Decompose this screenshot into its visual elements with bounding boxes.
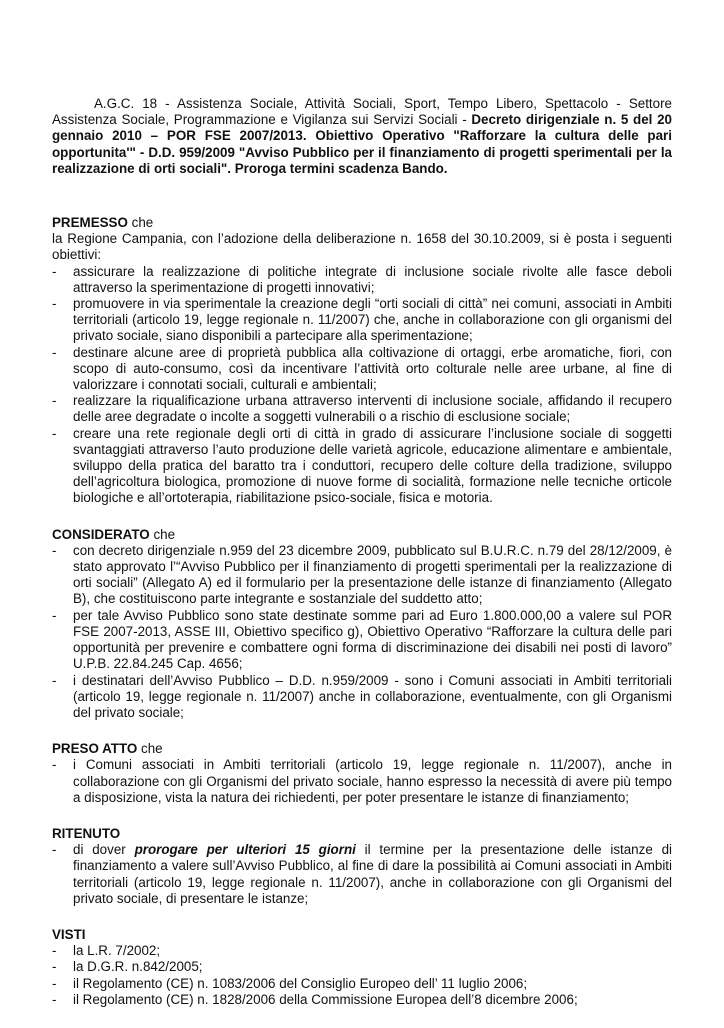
list-item: - la L.R. 7/2002;	[52, 943, 672, 959]
list-item: - con decreto dirigenziale n.959 del 23 dicembre 2009, pubblicato sul B.U.R.C. n.79 del 28/12/2009, è stato approvato l’“Avviso Pubblico per il finanziamento di progetti sperimentali per la realizzazione di orti sociali” (Allegato A) ed il formulario per la presentazione delle istanze di finanziamento (Allegato B), che costituiscono parte integrante e sostanziale del suddetto atto;	[52, 543, 672, 608]
section-heading	[52, 527, 672, 543]
item-text-pre: di dover	[73, 842, 135, 858]
considerato-list	[52, 543, 672, 721]
header-plain-text: A.G.C. 18 - Assistenza Sociale, Attività Sociali, Sport, Tempo Libero, Spettacolo - Settore Assistenza Sociale, Programmazione e Vigilanza sui Servizi Sociali -	[52, 96, 672, 128]
list-item: - realizzare la riqualificazione urbana attraverso interventi di inclusione sociale, affidando il recupero delle aree degradate o incolte a soggetti vulnerabili o a rischio di esclusione sociale;	[52, 393, 672, 425]
list-item: - promuovere in via sperimentale la creazione degli “orti sociali di città” nei comuni, associati in Ambiti territoriali (articolo 19, legge regionale n. 11/2007) che, anche in collaborazione con gli organismi del privato sociale, siano disponibili a partecipare alla sperimentazione;	[52, 296, 672, 345]
list-item: - i Comuni associati in Ambiti territoriali (articolo 19, legge regionale n. 11/2007), anche in collaborazione con gli Organismi del privato sociale, hanno espresso la necessità di avere più tempo a disposizione, vista la natura dei richiedenti, per poter presentare le istanze di finanziamento;	[52, 757, 672, 806]
list-item	[52, 842, 672, 907]
preso-atto-list	[52, 757, 672, 806]
list-item: - per tale Avviso Pubblico sono state destinate somme pari ad Euro 1.800.000,00 a valere sul POR FSE 2007-2013, ASSE III, Obiettivo specifico g), Obiettivo Operativo “Rafforzare la cultura delle pari opportunità per prevenire e combattere ogni forma di discriminazione dei disabili nei posti di lavoro” U.P.B. 22.84.245 Cap. 4656;	[52, 608, 672, 673]
section-keyword: RITENUTO	[52, 825, 121, 841]
section-preso-atto	[52, 741, 672, 806]
premesso-list	[52, 264, 672, 507]
section-heading	[52, 741, 672, 757]
section-heading	[52, 215, 672, 231]
section-keyword: PREMESSO	[52, 215, 128, 231]
document-header	[52, 96, 672, 177]
section-keyword-suffix: che	[149, 526, 176, 542]
section-considerato	[52, 527, 672, 721]
section-visti	[52, 927, 672, 1008]
ritenuto-list	[52, 842, 672, 907]
section-lead: la Regione Campania, con l’adozione della deliberazione n. 1658 del 30.10.2009, si è posta i seguenti obiettivi:	[52, 231, 672, 263]
section-keyword: CONSIDERATO	[52, 526, 150, 542]
list-item: - destinare alcune aree di proprietà pubblica alla coltivazione di ortaggi, erbe aromatiche, fiori, con scopo di auto-consumo, così da incentivare l’attività orto colturale nelle aree urbane, al fine di valorizzare i connotati sociali, culturali e ambientali;	[52, 345, 672, 394]
section-premesso	[52, 215, 672, 507]
section-heading	[52, 826, 672, 842]
list-item: - creare una rete regionale degli orti di città in grado di assicurare l’inclusione sociale di soggetti svantaggiati attraverso l’auto produzione delle varietà agricole, educazione alimentare e ambientale, sviluppo della pratica del baratto tra i conduttori, recupero delle colture della tradizione, sviluppo dell’agricoltura biologica, promozione di nuove forme di socialità, formazione nelle tecniche orticole biologiche e all’ortoterapia, riabilitazione psico-sociale, fisica e motoria.	[52, 426, 672, 507]
section-keyword-suffix: che	[127, 215, 154, 231]
list-item: - la D.G.R. n.842/2005;	[52, 959, 672, 975]
item-text-post: il termine per la presentazione delle istanze di finanziamento a valere sull’Avviso Pubblico, al fine di dare la possibilità ai Comuni associati in Ambiti territoriali (articolo 19, legge regionale n. 11/2007), anche in collaborazione con gli Organismi del privato sociale, di presentare le istanze;	[73, 842, 673, 906]
header-bold-text: Decreto dirigenziale n. 5 del 20 gennaio 2010 – POR FSE 2007/2013. Obiettivo Operativo "Rafforzare la cultura delle pari opportunita'" - D.D. 959/2009 "Avviso Pubblico per il finanziamento di progetti sperimentali per la realizzazione di orti sociali". Proroga termini scadenza Bando.	[52, 112, 672, 176]
section-keyword: PRESO ATTO	[52, 741, 138, 757]
section-keyword-suffix: che	[137, 741, 163, 757]
list-item: - il Regolamento (CE) n. 1083/2006 del Consiglio Europeo dell’ 11 luglio 2006;	[52, 976, 672, 992]
list-item: - assicurare la realizzazione di politiche integrate di inclusione sociale rivolte alle fasce deboli attraverso la sperimentazione di progetti innovativi;	[52, 264, 672, 296]
visti-list	[52, 943, 672, 1008]
section-heading	[52, 927, 672, 943]
section-keyword: VISTI	[52, 926, 86, 942]
section-ritenuto	[52, 826, 672, 907]
list-item: - il Regolamento (CE) n. 1828/2006 della Commissione Europea dell’8 dicembre 2006;	[52, 992, 672, 1008]
list-item: - i destinatari dell’Avviso Pubblico – D.D. n.959/2009 - sono i Comuni associati in Ambiti territoriali (articolo 19, legge regionale n. 11/2007) anche in collaborazione, eventualmente, con gli Organismi del privato sociale;	[52, 673, 672, 722]
document-page	[52, 96, 672, 1028]
item-emphasis: prorogare per ulteriori 15 giorni	[134, 842, 356, 858]
